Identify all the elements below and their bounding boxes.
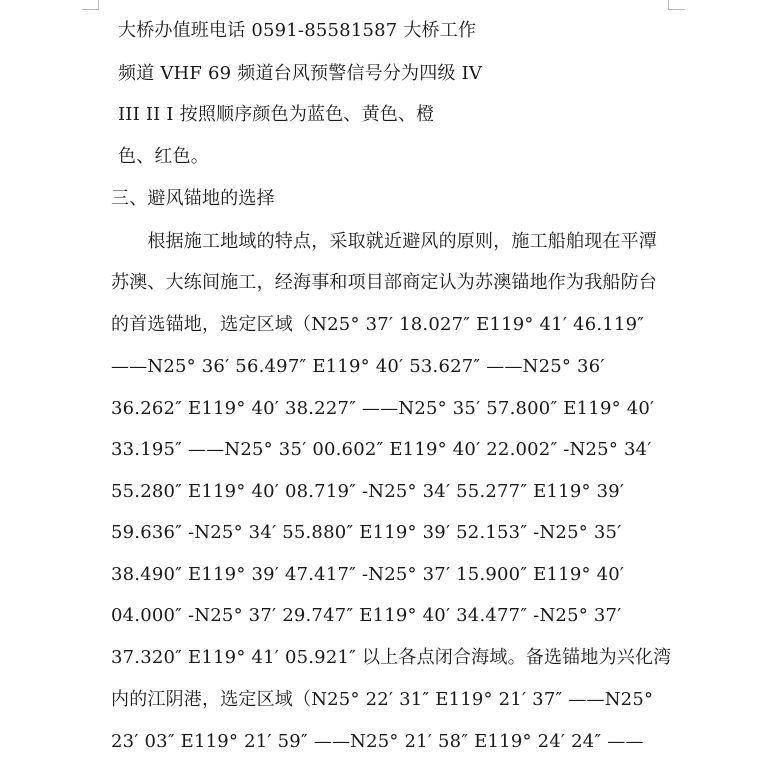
text-line: 大桥办值班电话 0591-85581587 大桥工作 <box>118 20 477 41</box>
paragraph-line: 23′ 03″ E119° 21′ 59″ ——N25° 21′ 58″ E119° 24′ 24″ —— <box>111 731 644 752</box>
paragraph-line: 36.262″ E119° 40′ 38.227″ ——N25° 35′ 57.800″ E119° 40′ <box>111 398 655 419</box>
page-corner-mark-left <box>86 0 99 10</box>
paragraph-line: 59.636″ -N25° 34′ 55.880″ E119° 39′ 52.153″ -N25° 35′ <box>111 522 622 543</box>
paragraph-line: ——N25° 36′ 56.497″ E119° 40′ 53.627″ ——N25° 36′ <box>111 356 605 377</box>
text-line: 频道 VHF 69 频道台风预警信号分为四级 IV <box>118 63 483 84</box>
paragraph-line: 根据施工地域的特点，采取就近避风的原则，施工船舶现在平潭 <box>111 231 657 252</box>
paragraph-line: 38.490″ E119° 39′ 47.417″ -N25° 37′ 15.900″ E119° 40′ <box>111 564 625 585</box>
paragraph-line: 内的江阴港，选定区域（N25° 22′ 31″ E119° 21′ 37″ ——N25° <box>111 689 654 710</box>
paragraph-line: 55.280″ E119° 40′ 08.719″ -N25° 34′ 55.277″ E119° 39′ <box>111 481 625 502</box>
section-heading: 三、避风锚地的选择 <box>111 188 275 209</box>
paragraph-line: 的首选锚地，选定区域（N25° 37′ 18.027″ E119° 41′ 46.119″ <box>111 314 645 335</box>
paragraph-line: 37.320″ E119° 41′ 05.921″ 以上各点闭合海域。备选锚地为兴化湾 <box>111 647 672 668</box>
page-corner-mark-right <box>668 0 681 10</box>
paragraph-line: 04.000″ -N25° 37′ 29.747″ E119° 40′ 34.477″ -N25° 37′ <box>111 605 622 626</box>
paragraph-line: 苏澳、大练间施工，经海事和项目部商定认为苏澳锚地作为我船防台 <box>111 272 657 293</box>
text-line: III II I 按照顺序颜色为蓝色、黄色、橙 <box>118 104 435 125</box>
paragraph-line: 33.195″ ——N25° 35′ 00.602″ E119° 40′ 22.002″ -N25° 34′ <box>111 439 652 460</box>
text-line: 色、红色。 <box>118 146 209 167</box>
